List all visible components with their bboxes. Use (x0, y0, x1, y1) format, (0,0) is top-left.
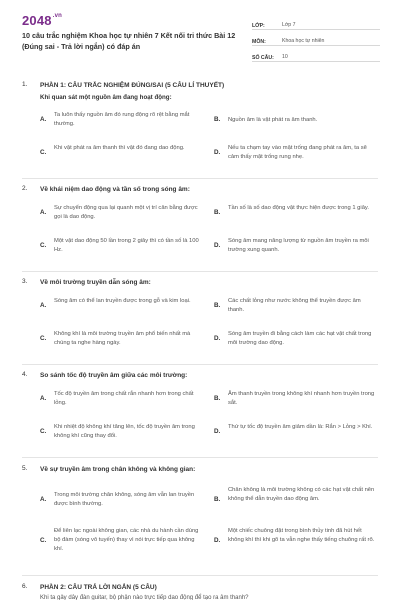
option-letter: C. (40, 335, 47, 342)
question-divider (22, 364, 378, 365)
question-5 (22, 465, 382, 575)
question-number: 5. (22, 465, 28, 472)
meta-row-class (252, 16, 380, 30)
option-text: Tốc độ truyền âm trong chất rắn nhanh hơn trong chất lỏng. (54, 391, 194, 406)
question-divider (22, 457, 378, 458)
option-text: Ta luôn thấy nguồn âm đó rung động rõ rệt bằng mắt thường. (54, 112, 190, 127)
page-title: 10 câu trắc nghiệm Khoa học tự nhiên 7 Kết nối tri thức Bài 12 (Đúng sai - Trả lời ngắn) có đáp án (22, 31, 236, 51)
option-letter: B. (214, 209, 221, 216)
option-text: Khi nhiệt độ không khí tăng lên, tốc độ truyền âm trong không khí cũng thay đổi. (54, 424, 195, 439)
question-stem: Khi ta gảy dây đàn guitar, bộ phận nào trực tiếp dao động để tạo ra âm thanh? (40, 595, 249, 600)
question-heading: Về sự truyền âm trong chân không và không gian: (40, 466, 196, 473)
question-number: 4. (22, 371, 28, 378)
option-letter: D. (214, 428, 221, 435)
meta-value: Lớp 7 (282, 22, 296, 28)
section-heading: PHẦN 1: CÂU TRẮC NGHIỆM ĐÚNG/SAI (5 CÂU LÍ THUYẾT) (40, 82, 225, 89)
option-text: Sóng âm mang năng lượng từ nguồn âm truyền ra môi trường xung quanh. (228, 238, 369, 253)
meta-key: MÔN: (252, 39, 266, 45)
page-header (0, 0, 400, 70)
option-text: Chân không là môi trường không có các hạt vật chất nên không thể dẫn truyền dao động âm. (228, 487, 375, 502)
question-4 (22, 371, 382, 456)
option-letter: D. (214, 335, 221, 342)
option-letter: A. (40, 302, 47, 309)
question-6 (22, 583, 382, 600)
option-letter: C. (40, 428, 47, 435)
option-letter: B. (214, 395, 221, 402)
question-number: 6. (22, 583, 28, 590)
option-letter: A. (40, 496, 47, 503)
question-stem: Khi quan sát một nguồn âm đang hoạt động: (40, 94, 172, 101)
meta-row-subject (252, 32, 380, 46)
option-text: Nguồn âm là vật phát ra âm thanh. (228, 117, 318, 123)
option-text: Sự chuyển động qua lại quanh một vị trí cân bằng được gọi là dao động. (54, 205, 198, 220)
option-text: Sóng âm truyền đi bằng cách làm các hạt vật chất trong môi trường dao động. (228, 331, 372, 346)
question-2 (22, 185, 382, 270)
option-text: Âm thanh truyền trong không khí nhanh hơn truyền trong sắt. (228, 391, 375, 406)
meta-panel (252, 16, 380, 64)
option-text: Khi vật phát ra âm thanh thì vật đó đang dao động. (54, 145, 185, 151)
question-1 (22, 81, 382, 181)
option-letter: B. (214, 302, 221, 309)
option-text: Một vật dao động 50 lần trong 2 giây thì có tần số là 100 Hz. (54, 238, 199, 253)
meta-key: SỐ CÂU: (252, 55, 274, 61)
section-heading: PHẦN 2: CÂU TRẢ LỜI NGẮN (5 CÂU) (40, 584, 157, 591)
option-text: Để liên lạc ngoài không gian, các nhà du hành cần dùng bộ đàm (sóng vô tuyến) thay vì nói trực tiếp qua không khí. (54, 528, 199, 552)
option-text: Trong môi trường chân không, sóng âm vẫn lan truyền được bình thường. (54, 492, 195, 507)
question-divider (22, 178, 378, 179)
option-letter: C. (40, 149, 47, 156)
option-text: Các chất lỏng như nước không thể truyền được âm thanh. (228, 298, 361, 313)
option-letter: D. (214, 149, 221, 156)
question-3 (22, 278, 382, 363)
meta-row-count (252, 48, 380, 62)
option-letter: A. (40, 116, 47, 123)
option-letter: B. (214, 496, 221, 503)
option-letter: C. (40, 242, 47, 249)
option-text: Thứ tự tốc độ truyền âm giảm dần là: Rắn > Lỏng > Khí. (228, 424, 373, 430)
option-text: Nếu ta chạm tay vào mặt trống đang phát ra âm, ta sẽ cảm thấy mặt trống rung nhẹ. (228, 145, 367, 160)
option-letter: A. (40, 395, 47, 402)
question-heading: So sánh tốc độ truyền âm giữa các môi trường: (40, 372, 188, 379)
option-text: Một chiếc chuông đặt trong bình thủy tinh đã hút hết không khí thì khi gõ ta vẫn nghe thấy tiếng chuông rất rõ. (228, 528, 375, 543)
option-letter: D. (214, 537, 221, 544)
question-heading: Về môi trường truyền dẫn sóng âm: (40, 279, 151, 286)
question-number: 3. (22, 278, 28, 285)
option-letter: D. (214, 242, 221, 249)
option-text: Tần số là số dao động vật thực hiện được trong 1 giây. (228, 205, 370, 211)
meta-value: 10 (282, 54, 288, 60)
option-letter: A. (40, 209, 47, 216)
question-number: 1. (22, 81, 28, 88)
option-text: Không khí là môi trường truyền âm phổ biến nhất mà chúng ta nghe hàng ngày. (54, 331, 191, 346)
question-divider (22, 271, 378, 272)
question-heading: Về khái niệm dao động và tần số trong sóng âm: (40, 186, 190, 193)
meta-key: LỚP: (252, 23, 265, 29)
meta-value: Khoa học tự nhiên (282, 38, 325, 44)
site-logo[interactable] (22, 13, 62, 28)
question-number: 2. (22, 185, 28, 192)
logo-suffix: .vn (52, 13, 63, 19)
option-letter: B. (214, 116, 221, 123)
option-text: Sóng âm có thể lan truyền được trong gỗ và kim loại. (54, 298, 191, 304)
question-divider (22, 575, 378, 576)
option-letter: C. (40, 537, 47, 544)
logo-text: 2048 (22, 13, 52, 28)
